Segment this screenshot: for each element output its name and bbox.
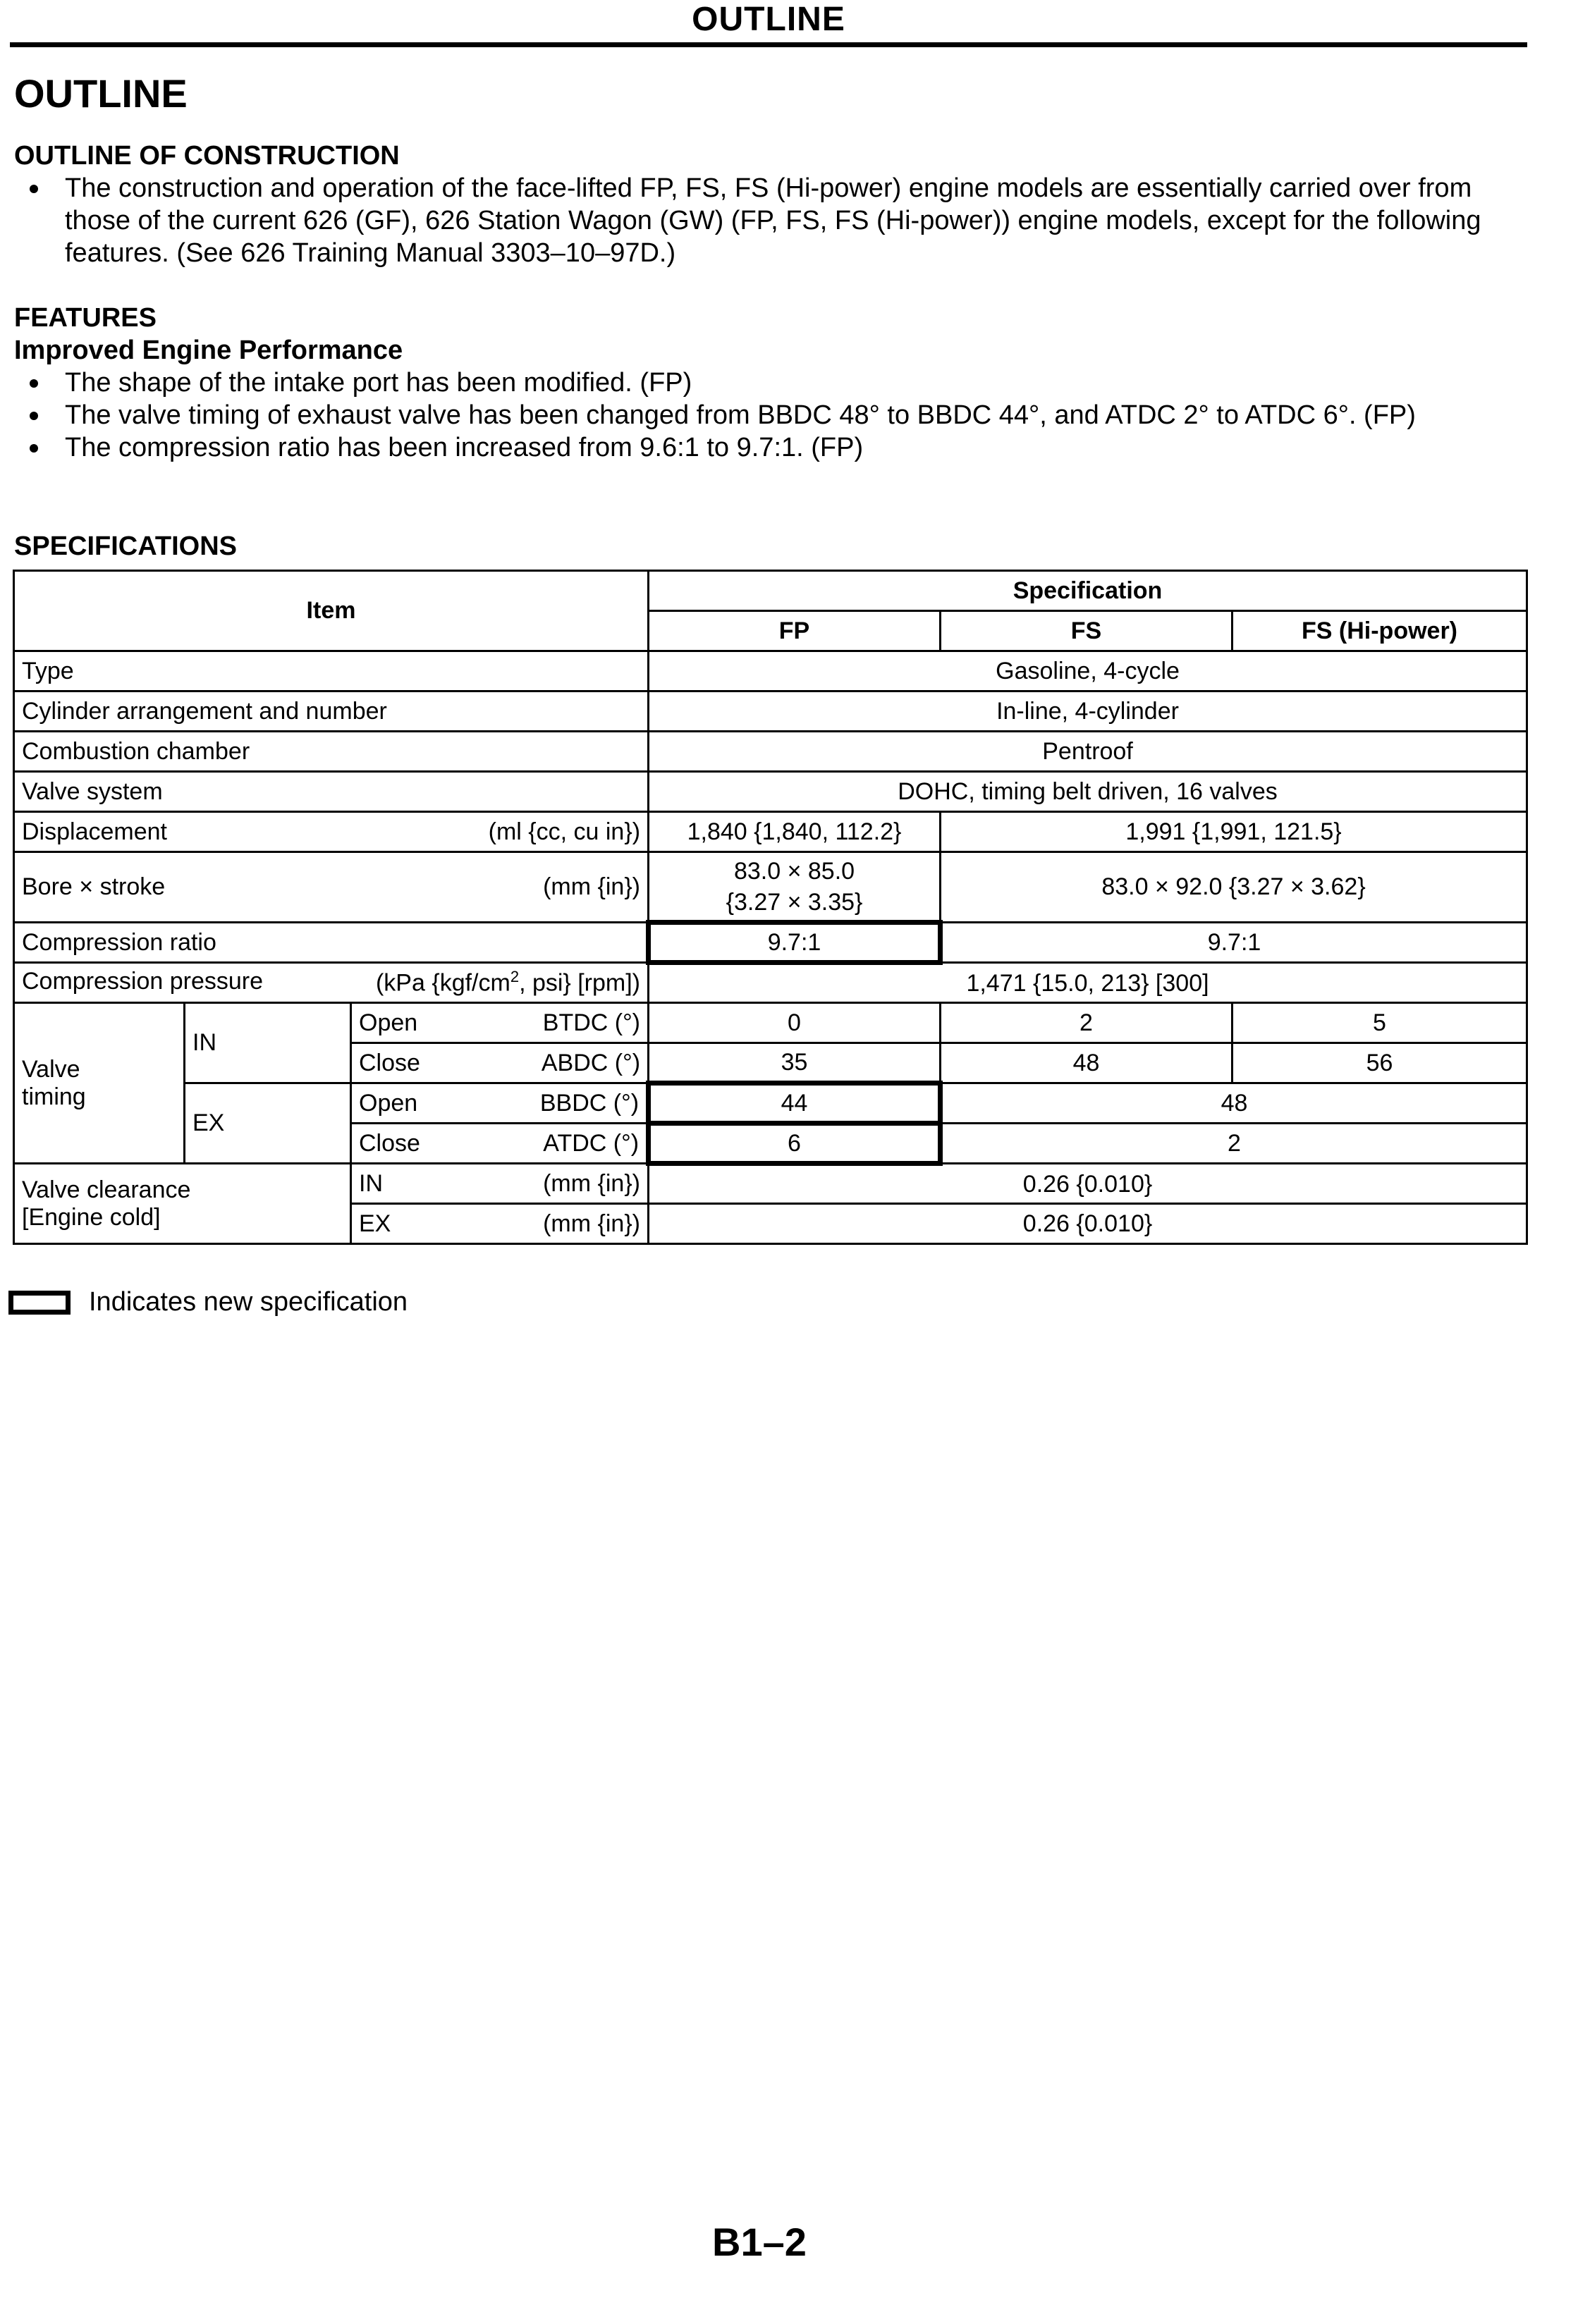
row-label (351, 1003, 649, 1043)
unit-text: BTDC (°) (542, 1009, 641, 1036)
valve-ex-label: EX (185, 1083, 351, 1164)
table-row (14, 691, 1527, 732)
unit-text: ATDC (°) (543, 1129, 640, 1157)
specifications-heading: SPECIFICATIONS (14, 531, 237, 561)
value-fs: 1,991 {1,991, 121.5} (941, 812, 1527, 852)
bullet-text: The construction and operation of the face-lifted FP, FS, FS (Hi-power) engine models are essentially carried over from those of the current 626 (GF), 626 Station Wagon (GW) (FP, FS, FS (Hi-power)) engine models, except for the following features. (See 626 Training Manual 3303–10–97D.) (65, 173, 1481, 268)
row-label (14, 852, 649, 923)
unit-text: (mm {in}) (543, 873, 641, 900)
bullet-icon (30, 444, 38, 453)
label-text: Bore × stroke (22, 873, 166, 900)
value-fp: 0 (649, 1003, 941, 1043)
list-item (14, 172, 1516, 269)
value-fs-hi: 5 (1233, 1003, 1527, 1043)
running-header-title: OUTLINE (692, 1, 845, 38)
value-fs: 2 (941, 1124, 1527, 1164)
row-label (351, 1204, 649, 1244)
label-text: Close (359, 1129, 420, 1157)
header-fp: FP (649, 611, 941, 651)
table-header-row (14, 571, 1527, 611)
row-value: 0.26 {0.010} (649, 1204, 1527, 1244)
row-label (351, 1164, 649, 1204)
table-row (14, 963, 1527, 1003)
row-label (14, 812, 649, 852)
row-value: 1,471 {15.0, 213} [300] (649, 963, 1527, 1003)
row-label: Compression ratio (14, 923, 649, 963)
new-spec-legend (8, 1287, 408, 1317)
legend-text: Indicates new specification (89, 1287, 408, 1317)
value-line: 83.0 × 85.0 (733, 857, 855, 885)
value-fs: 48 (941, 1083, 1527, 1124)
table-row (14, 1003, 1527, 1043)
row-value: 0.26 {0.010} (649, 1164, 1527, 1204)
table-row (14, 812, 1527, 852)
value-fp: 1,840 {1,840, 112.2} (649, 812, 941, 852)
label-text: Open (359, 1089, 418, 1117)
label-text: Displacement (22, 818, 167, 845)
page-title: OUTLINE (14, 71, 188, 116)
unit-text: (mm {in}) (543, 1210, 641, 1237)
specifications-table (13, 570, 1528, 1245)
features-section (14, 302, 1530, 464)
valve-timing-label (14, 1003, 185, 1164)
bullet-text: The compression ratio has been increased from 9.6:1 to 9.7:1. (FP) (65, 433, 864, 462)
row-label: Combustion chamber (14, 732, 649, 772)
row-value: DOHC, timing belt driven, 16 valves (649, 772, 1527, 812)
value-fp (649, 852, 941, 923)
table-row (14, 923, 1527, 963)
row-value: Gasoline, 4-cycle (649, 651, 1527, 691)
table-row (14, 852, 1527, 923)
header-fs-hi: FS (Hi-power) (1233, 611, 1527, 651)
value-fp-new: 44 (649, 1083, 941, 1124)
row-value: Pentroof (649, 732, 1527, 772)
label-line: [Engine cold] (22, 1203, 161, 1231)
header-item: Item (14, 571, 649, 651)
table-row (14, 1083, 1527, 1124)
header-rule (10, 42, 1527, 47)
value-fs: 2 (941, 1003, 1233, 1043)
unit-text: (ml {cc, cu in}) (488, 818, 641, 845)
list-item (14, 367, 1530, 399)
value-line: {3.27 × 3.35} (726, 888, 863, 916)
label-text: Open (359, 1009, 418, 1036)
features-heading: FEATURES (14, 303, 157, 333)
page-number: B1–2 (712, 2220, 807, 2264)
row-label: Cylinder arrangement and number (14, 691, 649, 732)
table-row (14, 732, 1527, 772)
valve-in-label: IN (185, 1003, 351, 1083)
bullet-text: The valve timing of exhaust valve has been changed from BBDC 48° to BBDC 44°, and ATDC 2° to ATDC 6°. (FP) (65, 400, 1416, 430)
value-fp: 35 (649, 1043, 941, 1083)
header-specification: Specification (649, 571, 1527, 611)
features-subheading: Improved Engine Performance (14, 336, 403, 365)
row-value: In-line, 4-cylinder (649, 691, 1527, 732)
bullet-icon (30, 412, 38, 420)
label-line: Valve (22, 1055, 80, 1083)
table-row (14, 651, 1527, 691)
list-item (14, 399, 1530, 431)
legend-box-icon (8, 1291, 71, 1315)
unit-text: BBDC (°) (539, 1089, 640, 1117)
construction-bullets (14, 172, 1516, 269)
label-text: Close (359, 1049, 420, 1076)
bullet-text: The shape of the intake port has been modified. (FP) (65, 368, 692, 398)
label-line: Valve clearance (22, 1176, 191, 1203)
valve-clearance-label (14, 1164, 351, 1244)
row-label (351, 1043, 649, 1083)
row-label (14, 963, 649, 1003)
table-row (14, 772, 1527, 812)
row-label (351, 1124, 649, 1164)
construction-section (14, 140, 1516, 269)
header-fs: FS (941, 611, 1233, 651)
bullet-icon (30, 185, 38, 193)
value-fp-new: 6 (649, 1124, 941, 1164)
row-label: Type (14, 651, 649, 691)
construction-heading: OUTLINE OF CONSTRUCTION (14, 141, 400, 171)
label-text: EX (359, 1210, 391, 1237)
bullet-icon (30, 379, 38, 388)
features-bullets (14, 367, 1530, 464)
row-label: Valve system (14, 772, 649, 812)
label-text: IN (359, 1169, 383, 1197)
value-fs: 9.7:1 (941, 923, 1527, 963)
list-item (14, 431, 1530, 464)
value-fp-new: 9.7:1 (649, 923, 941, 963)
value-fs: 83.0 × 92.0 {3.27 × 3.62} (941, 852, 1527, 923)
value-fs-hi: 56 (1233, 1043, 1527, 1083)
value-fs: 48 (941, 1043, 1233, 1083)
table-row (14, 1164, 1527, 1204)
label-text: Compression pressure (22, 968, 264, 995)
row-label (351, 1083, 649, 1124)
unit-text: ABDC (°) (541, 1049, 641, 1076)
unit-text: (kPa {$kgf/cm^2$, psi} [rpm]) (375, 968, 641, 997)
label-line: timing (22, 1083, 86, 1110)
unit-text: (mm {in}) (543, 1169, 641, 1197)
